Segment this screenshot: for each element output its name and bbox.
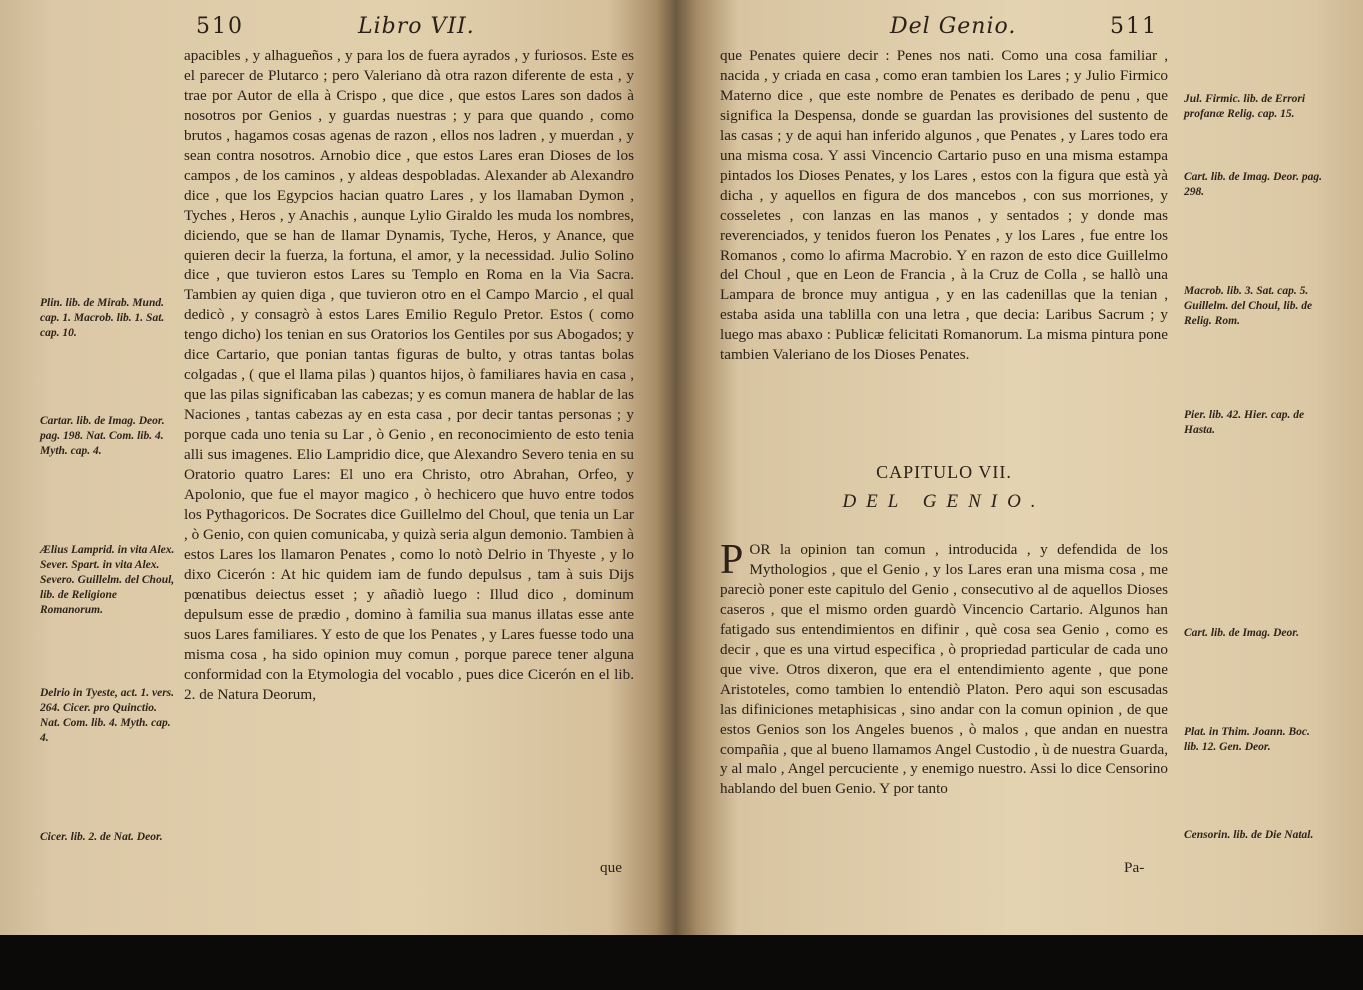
left-margin-notes (40, 0, 176, 935)
margin-note: Macrob. lib. 3. Sat. cap. 5. Guillelm. del Choul, lib. de Relig. Rom. (1184, 285, 1313, 327)
chapter-heading (720, 462, 1168, 513)
margin-note: Cartar. lib. de Imag. Deor. pag. 198. Nat. Com. lib. 4. Myth. cap. 4. (40, 415, 165, 457)
margin-note: Pier. lib. 42. Hier. cap. de Hasta. (1184, 409, 1305, 436)
left-catchword: que (600, 859, 622, 876)
right-body-text (720, 46, 1168, 365)
drop-cap: P (720, 537, 744, 583)
margin-note: Cicer. lib. 2. de Nat. Deor. (40, 831, 163, 843)
margin-note: Plin. lib. de Mirab. Mund. cap. 1. Macrob. lib. 1. Sat. cap. 10. (40, 297, 165, 339)
margin-note: Ælius Lamprid. in vita Alex. Sever. Spart. in vita Alex. Severo. Guillelm. del Choul, lib. de Religione Romanorum. (40, 544, 175, 616)
chapter-subtitle: DEL GENIO. (842, 491, 1046, 512)
left-running-head: Libro VII. (358, 14, 475, 39)
margin-note: Censorin. lib. de Die Natal. (1184, 829, 1314, 841)
margin-note: Plat. in Thim. Joann. Boc. lib. 12. Gen. Deor. (1184, 726, 1310, 753)
chapter-body-text (720, 537, 1168, 799)
chapter-body-paragraph: OR la opinion tan comun , introducida , y defendida de los Mythologios , que el Genio , y los Lares eran una misma cosa , me pareciò poner este capitulo del Genio , consecutivo al de aquellos Dioses caseros , que el mismo orden guardò Vincencio Cartario. Algunos han fatigado sus entendimientos en difinir , què cosa sea Genio , como es decir , que es una virtud especifica , ò propriedad particular de cada uno que vive. Otros dixeron, que era el entendimiento agente , que pone Aristoteles, como tambien lo entendiò Platon. Pero aqui son escusadas las difiniciones metaphisicas , sino andar con la comun opinion , de que estos Genios son los Angeles buenos , ò malos , que andan en nuestra compañia , que al bueno llamamos Angel Custodio , ù de nuestra Guarda, y al malo , Angel percuciente , y enemigo nuestro. Assi lo dice Censorino hablando del buen Genio. Y por tanto (720, 541, 1168, 798)
right-page-number: 511 (1110, 14, 1158, 39)
right-catchword: Pa- (1124, 859, 1145, 876)
right-body-paragraph: que Penates quiere decir : Penes nos nati. Como una cosa familiar , nacida , y criada en casa , como eran tambien los Lares ; y Julio Firmico Materno dice , que este nombre de Penates es deribado de penu , que significa la Despensa, donde se guardan las provisiones del sustento de las casas ; y de aqui han inferido algunos , que Penates , y Lares todo era una misma cosa. Y assi Vincencio Cartario puso en una misma estampa pintados los Dioses Penates, y los Lares , estos con la figura que està yà dicha , y aquellos en figura de dos mancebos , con sus morriones, y cosseletes , con lanzas en las manos , y sentados ; y donde mas reverenciados, y tenidos fueron los Penates , y los Lares , fue entre los Romanos , como lo afirma Macrobio. Y en razon de esto dice Guillelmo del Choul , que en Leon de Francia , à la Cruz de Colla , se hallò una Lampara de bronce muy antigua , y en las cadenillas que la tenian , estaba asida una tablilla con una letra , que decia: Laribus Sacrum ; y luego mas abaxo : Publicæ felicitati Romanorum. La misma pintura pone tambien Valeriano de los Dioses Penates. (720, 47, 1168, 364)
left-body-paragraph: apacibles , y alhagueños , y para los de fuera ayrados , y furiosos. Este es el parecer de Plutarco ; pero Valeriano dà otra razon diferente de esta , y trae por Autor de ella à Crispo , que dice , que estos Lares son dados à nosotros por Genios , y guardas nuestras ; y para que quando , como brutos , hagamos cosas agenas de razon , ellos nos ladren , y muerdan , y sean contra nosotros. Arnobio dice , que estos Lares eran Dioses de los campos , de los caminos , y aldeas despobladas. Alexander ab Alexandro dice , que los Egypcios hacian quatro Lares , y los llamaban Dymon , Tyches , Heros , y Anachis , aunque Lylio Giraldo les muda los nombres, diciendo, que se han de llamar Dynamis, Tyche, Heros, y Anance, que quieren decir la fuerza, la fortuna, el amor, y la necessidad. Julio Solino dice , que tuvieron estos Lares su Templo en Roma en la Via Sacra. Tambien ay quien diga , que tuvieron otro en el Campo Marcio , el qual dedicò , y consagrò à estos Lares Emilio Regulo Pretor. Estos ( como tengo dicho) los tenian en sus Oratorios los Gentiles por sus Abogados; y dice Cartario, que ponian tantas figuras de bulto, y otras tantas bolas colgadas , ( que el llama pilas ) quantos hijos, ò familiares havia en casa , que las pilas significaban las cabezas; y es comun manera de hablar de las Naciones , tantas cabezas ay en esta casa , por decir tantas personas ; y porque cada uno tenia su Lar , ò Genio , en reconocimiento de esto tenia alli sus imagenes. Elio Lampridio dice, que Alexandro Severo tenia en su Oratorio quatro Lares: El uno era Christo, otro Abrahan, Orfeo, y Apolonio, que fue el mayor magico , ò hechicero que huvo entre todos los Pythagoricos. De Socrates dice Guillelmo del Choul, que tenia un Lar , ò Genio, con quien comunicaba, y quizà seria algun demonio. Tambien à estos Lares los llamaron Penates , como lo notò Delrio in Thyeste , y lo dixo Cicerón : At hic quidem iam de fundo depulsus , tam à suis Dijs pœnatibus deiectus esset ; y añadiò luego : Illud dico , dominum depulsum esse de prædio , domino à familia sua manus illatas esse ante suos Lares familiares. Y esto de que los Penates , y Lares fuesse todo una misma cosa , ha sido opinion muy comun , porque parece tener alguna conformidad con la Etymologia del vocablo , pues dice Cicerón en el lib. 2. de Natura Deorum, (184, 47, 634, 703)
margin-note: Cart. lib. de Imag. Deor. pag. 298. (1184, 171, 1323, 198)
chapter-title: CAPITULO VII. (876, 462, 1012, 482)
left-page (0, 0, 676, 935)
right-page (676, 0, 1363, 935)
left-page-number: 510 (196, 14, 244, 39)
margin-note: Jul. Firmic. lib. de Errori profanæ Relig. cap. 15. (1184, 93, 1306, 120)
margin-note: Delrio in Tyeste, act. 1. vers. 264. Cicer. pro Quinctio. Nat. Com. lib. 4. Myth. cap. 4. (40, 687, 175, 744)
margin-note: Cart. lib. de Imag. Deor. (1184, 627, 1300, 639)
right-margin-notes (1184, 0, 1324, 935)
left-body-text (184, 46, 634, 704)
right-running-head: Del Genio. (890, 14, 1017, 39)
